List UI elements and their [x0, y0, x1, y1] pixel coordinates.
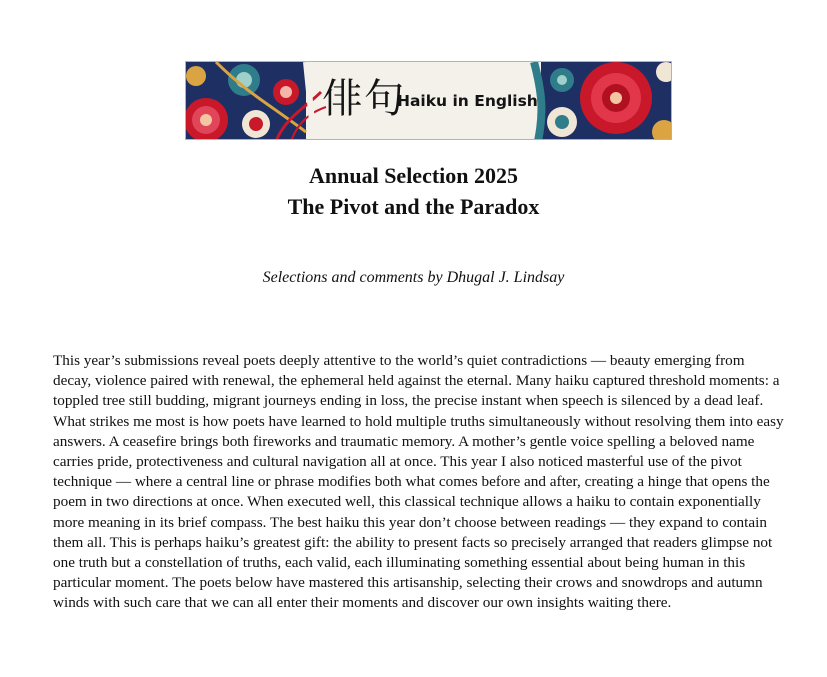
page-title: Annual Selection 2025 — [308, 163, 519, 188]
byline: Selections and comments by Dhugal J. Lindsay — [262, 269, 565, 286]
banner-subtitle: Haiku in English — [397, 92, 538, 110]
header-banner — [185, 61, 672, 140]
page-subtitle: The Pivot and the Paradox — [287, 194, 540, 219]
intro-paragraph: This year’s submissions reveal poets deeply attentive to the world’s quiet contradictions — beauty emerging from decay, violence paired with renewal, the ephemeral held against the eternal. Many haiku captured threshold moments: a toppled tree still budding, migrant journeys ending in loss, the precise instant when speech is silenced by a dead leaf. What strikes me most is how poets have learned to hold multiple truths simultaneously without resolving them into easy answers. A ceasefire brings both fireworks and traumatic memory. A mother’s gentle voice spelling a beloved name carries pride, protectiveness and cultural navigation all at once. This year I also noticed masterful use of the pivot technique — where a central line or phrase modifies both what comes before and after, creating a hinge that opens the poem in two directions at once. When executed well, this classical technique allows a haiku to contain exponentially more meaning in its brief compass. The best haiku this year don’t choose between readings — they expand to contain them all. This is perhaps haiku’s greatest gift: the ability to present facts so precisely arranged that readers glimpse not one truth but a constellation of truths, each valid, each illuminating something essential about being human in this particular moment. The poets below have mastered this artisanship, selecting their crows and snowdrops and autumn winds with such care that we can all enter their moments and discover our own insights waiting there. — [53, 352, 784, 612]
haiku-kanji-logo: 俳句 — [322, 76, 406, 122]
